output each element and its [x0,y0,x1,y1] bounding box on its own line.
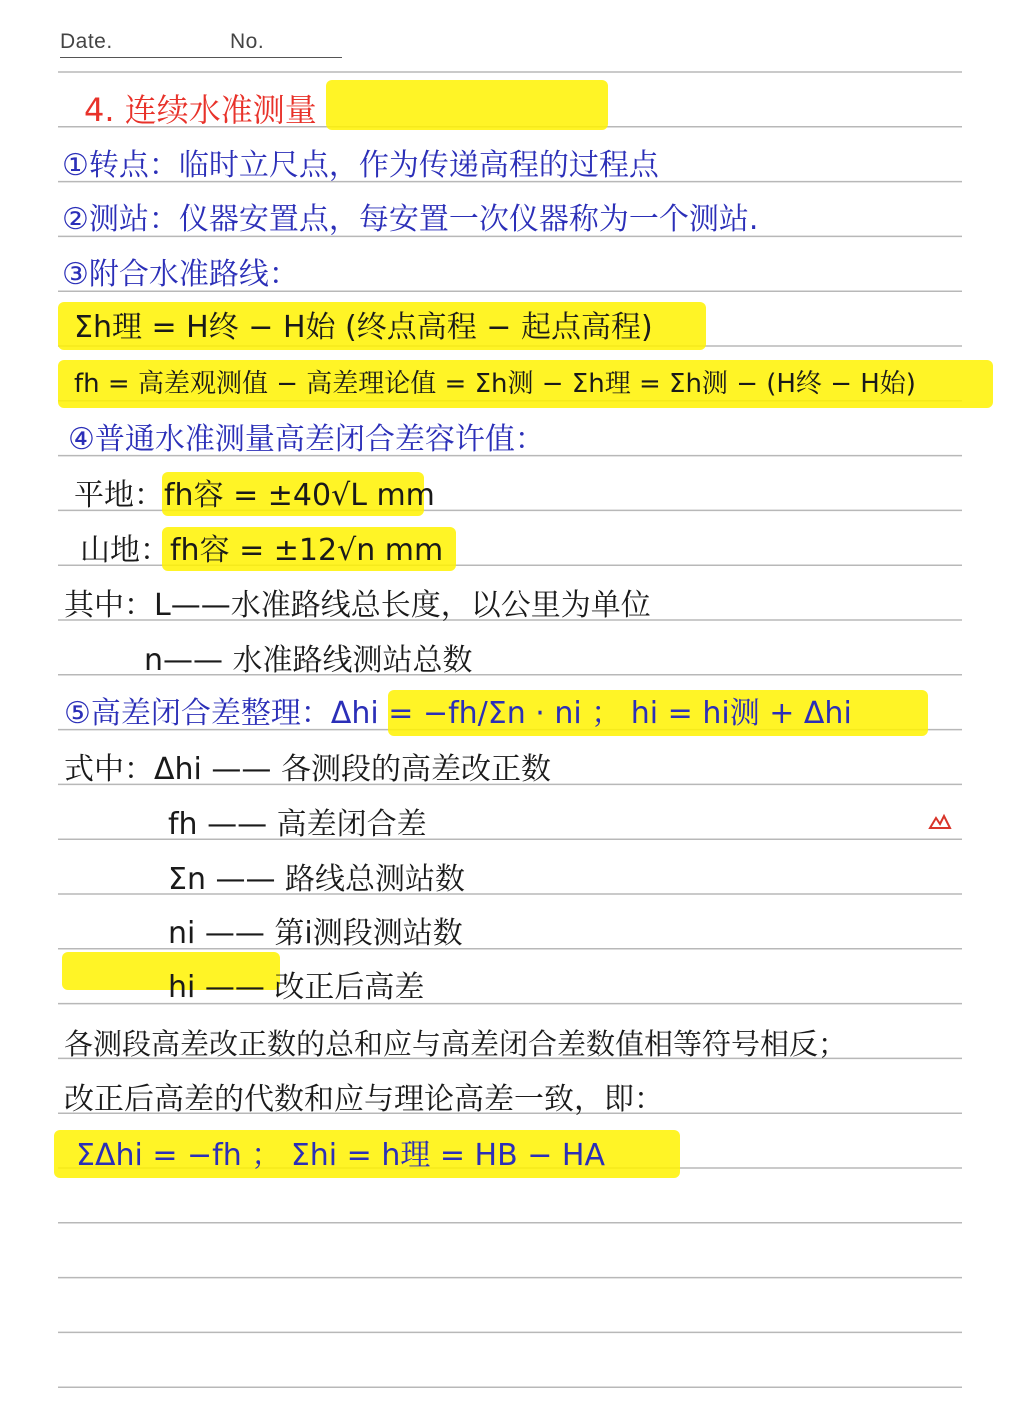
allowable-flat: 平地：fh容 = ±40√L mm [74,478,435,513]
no-label: No. [230,30,265,53]
formula-theory-height-diff: Σh理 = H终 − H始 (终点高程 − 起点高程) [74,310,653,345]
definition-fh: fh —— 高差闭合差 [168,807,427,842]
definition-sum-n: Σn —— 路线总测站数 [168,862,466,897]
formula-closure-error: fh = 高差观测值 − 高差理论值 = Σh测 − Σh理 = Σh测 − (H终 − H始) [74,369,916,399]
formula-final: ΣΔhi = −fh ； Σhi = h理 = HB − HA [76,1138,605,1173]
red-mark-icon [928,812,952,832]
definition-hi: hi —— 改正后高差 [168,970,425,1005]
item-leveling-route: ③附合水准路线： [62,257,299,292]
item-closure-adjustment: ⑤高差闭合差整理：Δhi = −fh/Σn · ni ； hi = hi测 + Δhi [64,696,852,731]
item-allowable-closure: ④普通水准测量高差闭合差容许值： [68,422,545,457]
paragraph-rule-2: 改正后高差的代数和应与理论高差一致，即： [64,1082,664,1117]
section-title: 4. 连续水准测量 [84,91,317,129]
allowable-mountain: 山地：fh容 = ±12√n mm [80,533,444,568]
item-turning-point: ①转点：临时立尺点，作为传递高程的过程点 [62,148,659,183]
definition-L: 其中：L——水准路线总长度，以公里为单位 [64,588,651,623]
date-label: Date. [60,30,113,53]
paragraph-rule-1: 各测段高差改正数的总和应与高差闭合差数值相等符号相反； [64,1027,848,1061]
definition-ni: ni —— 第i测段测站数 [168,916,463,951]
definition-n: n—— 水准路线测站总数 [144,643,473,678]
header-underline [60,57,342,58]
item-station: ②测站：仪器安置点，每安置一次仪器称为一个测站. [62,202,759,237]
definition-delta-hi: 式中：Δhi —— 各测段的高差改正数 [64,752,551,787]
highlight-title [326,80,608,130]
